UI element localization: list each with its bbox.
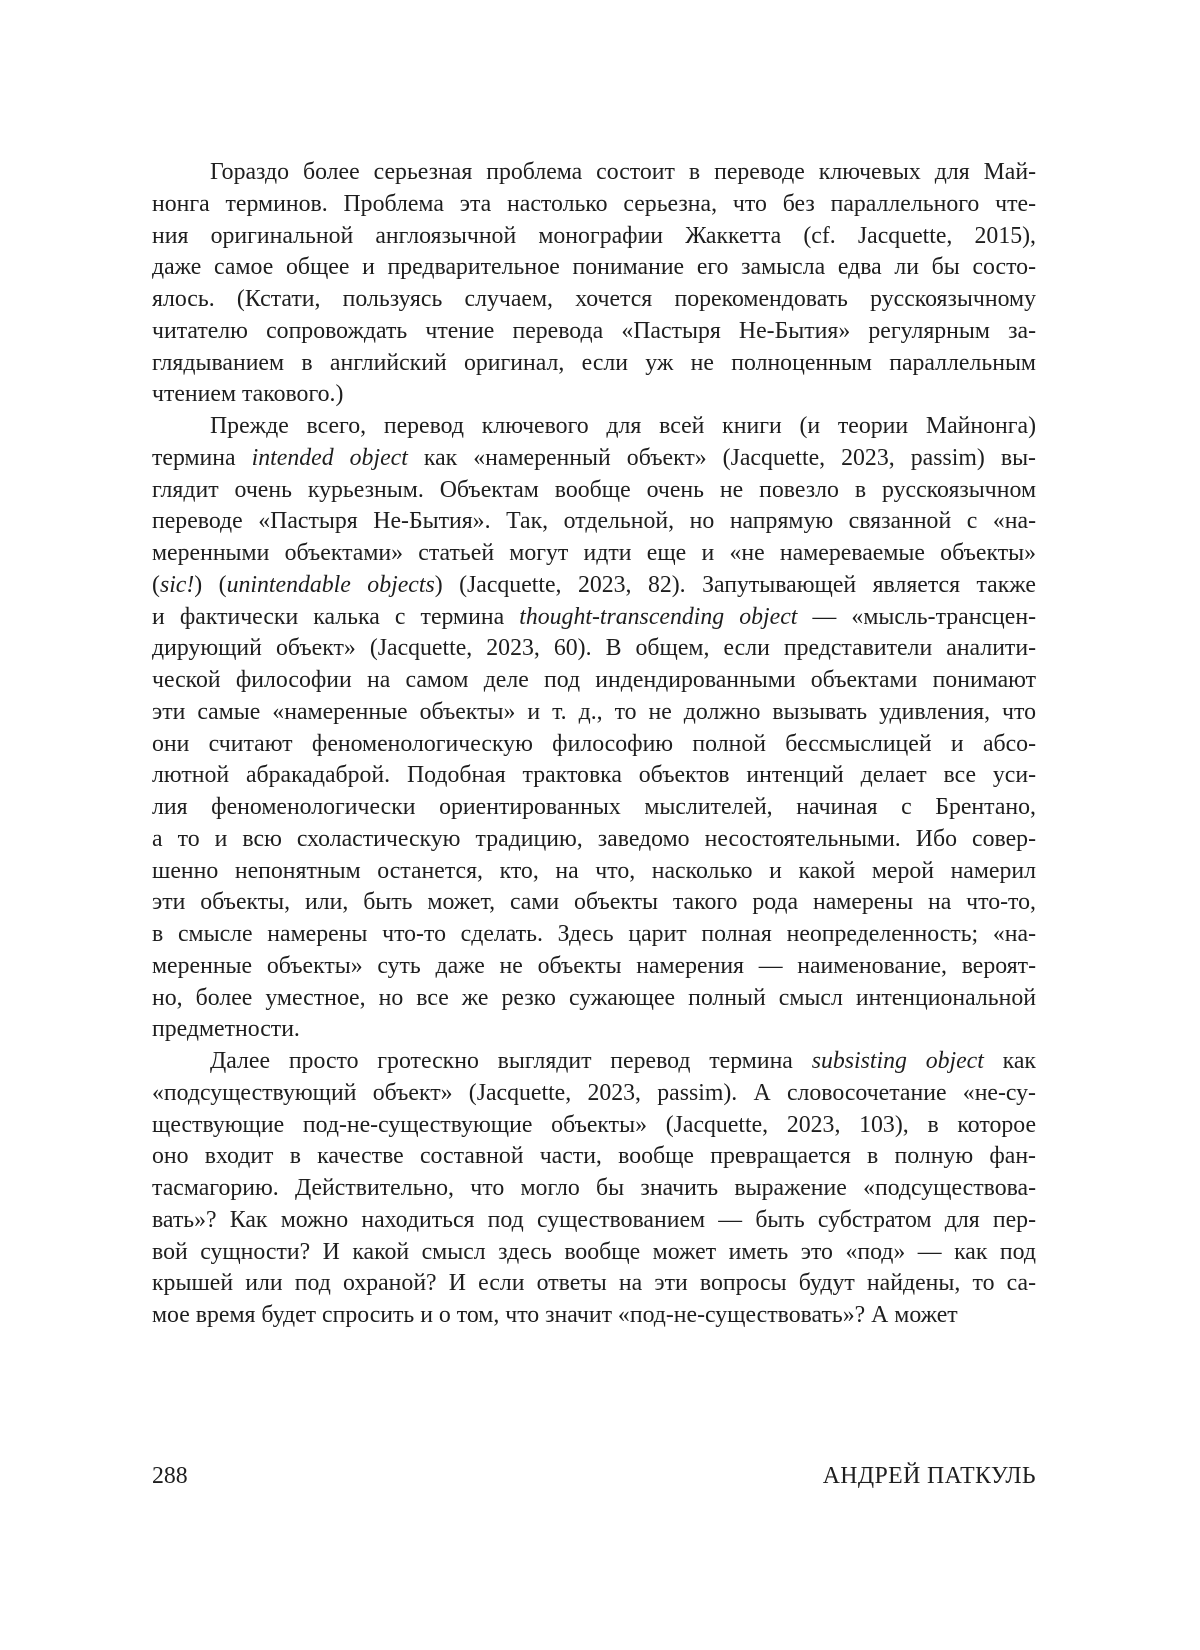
italic-term: unintendable objects xyxy=(226,571,435,598)
text-line xyxy=(152,665,1036,697)
paragraph xyxy=(152,1046,1036,1332)
text-run: ния оригинальной англоязычной монографии Жаккетта (cf. Jacquette, 2015), xyxy=(152,222,1036,249)
text-run: читателю сопровождать чтение перевода «Пастыря Не-Бытия» регулярным за- xyxy=(152,317,1036,344)
text-line xyxy=(152,506,1036,538)
italic-term: sic! xyxy=(159,571,195,598)
text-line xyxy=(152,570,1036,602)
text-line xyxy=(152,157,1036,189)
text-line xyxy=(152,475,1036,507)
text-run: — «мысль-трансцен- xyxy=(797,603,1036,630)
text-line xyxy=(152,443,1036,475)
text-run: тасмагорию. Действительно, что могло бы значить выражение «подсуществова- xyxy=(152,1175,1036,1201)
text-run: лия феноменологически ориентированных мыслителей, начиная с Брентано, xyxy=(152,794,1036,820)
text-run: предметности. xyxy=(152,1016,300,1043)
text-run: эти самые «намеренные объекты» и т. д., то не должно вызывать удивления, что xyxy=(152,698,1036,725)
text-run: они считают феноменологическую философию полной бессмыслицей и абсо- xyxy=(152,730,1036,757)
text-line xyxy=(152,919,1036,951)
text-line xyxy=(152,792,1036,824)
text-line xyxy=(152,538,1036,570)
text-run: как xyxy=(983,1048,1036,1074)
text-line xyxy=(152,411,1036,443)
text-run: вать»? Как можно находиться под существованием — быть субстратом для пер- xyxy=(152,1206,1036,1233)
body-text xyxy=(152,157,1036,1332)
text-run: глядит очень курьезным. Объектам вообще очень не повезло в русскоязычном xyxy=(152,476,1036,503)
paragraph xyxy=(152,157,1036,411)
text-line xyxy=(152,252,1036,284)
text-run: термина xyxy=(152,444,252,471)
text-line xyxy=(152,1173,1036,1205)
italic-term: subsisting object xyxy=(811,1048,984,1074)
text-run: и фактически калька с термина xyxy=(152,603,520,630)
page-footer xyxy=(152,1459,1036,1493)
text-run: вой сущности? И какой смысл здесь вообще может иметь это «под» — как под xyxy=(152,1238,1036,1265)
text-line xyxy=(152,1014,1036,1046)
text-run: Гораздо более серьезная проблема состоит в переводе ключевых для Май- xyxy=(210,159,1036,185)
text-line xyxy=(152,1046,1036,1078)
text-run: Далее просто гротескно выглядит перевод термина xyxy=(210,1048,812,1074)
text-line xyxy=(152,1300,1036,1332)
text-line xyxy=(152,379,1036,411)
text-line xyxy=(152,284,1036,316)
text-line xyxy=(152,348,1036,380)
paragraph xyxy=(152,411,1036,1046)
text-line xyxy=(152,824,1036,856)
text-run: ческой философии на самом деле под индендированными объектами понимают xyxy=(152,667,1036,693)
text-line xyxy=(152,983,1036,1015)
text-line xyxy=(152,1110,1036,1142)
text-line xyxy=(152,697,1036,729)
text-run: крышей или под охраной? И если ответы на эти вопросы будут найдены, то са- xyxy=(152,1270,1036,1297)
text-run: эти объекты, или, быть может, сами объекты такого рода намерены на что-то, xyxy=(152,889,1036,916)
text-run: ялось. (Кстати, пользуясь случаем, хочется порекомендовать русскоязычному xyxy=(152,286,1036,312)
text-line xyxy=(152,729,1036,761)
text-run: как «намеренный объект» (Jacquette, 2023, passim) вы- xyxy=(407,444,1036,471)
text-line xyxy=(152,1205,1036,1237)
text-run: переводе «Пастыря Не-Бытия». Так, отдельной, но напрямую связанной с «на- xyxy=(152,508,1036,535)
text-run: глядыванием в английский оригинал, если уж не полноценным параллельным xyxy=(152,349,1036,376)
text-line xyxy=(152,1237,1036,1269)
text-run: шенно непонятным останется, кто, на что, насколько и какой мерой намерил xyxy=(152,857,1036,884)
text-run: дирующий объект» (Jacquette, 2023, 60). В общем, если представители аналити- xyxy=(152,635,1036,662)
text-line xyxy=(152,887,1036,919)
text-run: меренными объектами» статьей могут идти еще и «не намереваемые объекты» xyxy=(152,540,1036,566)
text-run: ) ( xyxy=(194,571,227,598)
text-run: даже самое общее и предварительное понимание его замысла едва ли бы состо- xyxy=(152,254,1036,281)
text-run: чтением такового.) xyxy=(152,381,344,408)
text-run: но, более уместное, но все же резко сужающее полный смысл интенциональной xyxy=(152,984,1036,1011)
text-line xyxy=(152,316,1036,348)
text-line xyxy=(152,221,1036,253)
text-run: оно входит в качестве составной части, вообще превращается в полную фан- xyxy=(152,1143,1036,1170)
text-run: ( xyxy=(152,571,160,598)
text-run: мое время будет спросить и о том, что значит «под-не-существовать»? А может xyxy=(152,1302,958,1328)
text-run: лютной абракадаброй. Подобная трактовка объектов интенций делает все уси- xyxy=(152,762,1036,789)
italic-term: intended object xyxy=(251,444,408,471)
text-line xyxy=(152,760,1036,792)
text-line xyxy=(152,1078,1036,1110)
text-run: ) (Jacquette, 2023, 82). Запутывающей является также xyxy=(434,571,1036,598)
text-line xyxy=(152,189,1036,221)
text-line xyxy=(152,633,1036,665)
italic-term: thought-transcending object xyxy=(519,603,798,630)
page-number: 288 xyxy=(152,1463,188,1489)
running-head-author: АНДРЕЙ ПАТКУЛЬ xyxy=(822,1463,1036,1489)
text-run: а то и всю схоластическую традицию, заведомо несостоятельными. Ибо совер- xyxy=(152,825,1036,852)
text-run: ществующие под-не-существующие объекты» (Jacquette, 2023, 103), в которое xyxy=(152,1111,1036,1138)
text-run: Прежде всего, перевод ключевого для всей книги (и теории Майнонга) xyxy=(210,413,1036,439)
text-line xyxy=(152,1141,1036,1173)
text-line xyxy=(152,1268,1036,1300)
text-run: в смысле намерены что-то сделать. Здесь царит полная неопределенность; «на- xyxy=(152,921,1036,947)
text-line xyxy=(152,856,1036,888)
text-line xyxy=(152,951,1036,983)
text-run: «подсуществующий объект» (Jacquette, 2023, passim). А словосочетание «не-су- xyxy=(152,1079,1036,1106)
text-line xyxy=(152,602,1036,634)
text-run: нонга терминов. Проблема эта настолько серьезна, что без параллельного чте- xyxy=(152,190,1036,217)
text-run: меренные объекты» суть даже не объекты намерения — наименование, вероят- xyxy=(152,952,1036,979)
